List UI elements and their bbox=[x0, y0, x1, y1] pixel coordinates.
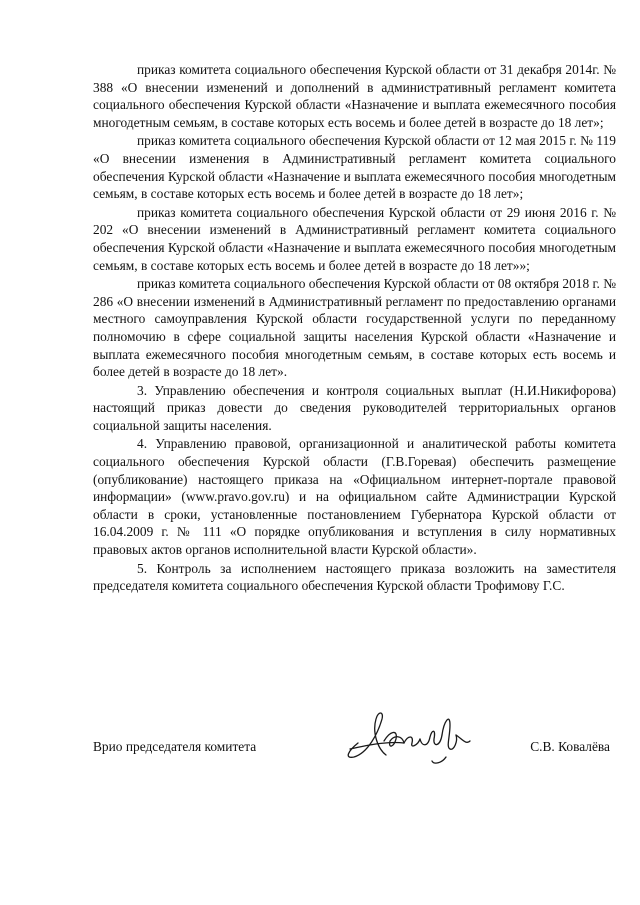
paragraph-item-5: 5. Контроль за исполнением настоящего приказа возложить на заместителя председателя комитета социального обеспечения Курской области Трофимову Г.С. bbox=[93, 560, 616, 594]
signature-block bbox=[93, 738, 616, 768]
paragraph-item-4: 4. Управлению правовой, организационной и аналитической работы комитета социального обеспечения Курской области (Г.В.Горевая) обеспечить размещение (опубликование) настоящего приказа на «Официальном интернет-портале правовой информации» (www.pravo.gov.ru) и на официальном сайте Администрации Курской области в сроки, установленные постановлением Губернатора Курской области от 16.04.2009 г. № 111 «О порядке опубликования и вступления в силу нормативных правовых актов органов исполнительной власти Курской области». bbox=[93, 436, 616, 558]
paragraph-order-2018: приказ комитета социального обеспечения Курской области от 08 октября 2018 г. № 286 «О внесении изменений в Административный регламент по предоставлению органами местного самоуправления Курской области государственной услуги по переданному полномочию в сфере социальной защиты населения Курской области «Назначение и выплата ежемесячного пособия многодетным семьям, в составе которых есть восемь и более детей в возрасте до 18 лет». bbox=[93, 276, 616, 380]
signer-role: Врио председателя комитета bbox=[93, 739, 257, 754]
paragraph-order-2014: приказ комитета социального обеспечения Курской области от 31 декабря 2014г. № 388 «О внесении изменений и дополнений в административный регламент комитета социального обеспечения Курской области «Назначение и выплата ежемесячного пособия многодетным семьям, в составе которых есть восемь и более детей в возрасте до 18 лет»; bbox=[93, 62, 616, 130]
paragraph-order-2016: приказ комитета социального обеспечения Курской области от 29 июня 2016 г. № 202 «О внесении изменений в Административный регламент комитета социального обеспечения Курской области «Назначение и выплата ежемесячного пособия многодетным семьям, в составе которых есть восемь и более детей в возрасте до 18 лет»»; bbox=[93, 204, 616, 273]
signer-name: С.В. Ковалёва bbox=[530, 739, 610, 754]
handwritten-signature bbox=[338, 705, 498, 767]
document-body bbox=[93, 61, 616, 595]
paragraph-item-3: 3. Управлению обеспечения и контроля социальных выплат (Н.И.Никифорова) настоящий приказ довести до сведения руководителей территориальных органов социальной защиты населения. bbox=[93, 382, 616, 433]
paragraph-order-2015: приказ комитета социального обеспечения Курской области от 12 мая 2015 г. № 119 «О внесении изменения в Административный регламент комитета социального обеспечения Курской области «Назначение и выплата ежемесячного пособия многодетным семьям, в составе которых есть восемь и более детей в возрасте до 18 лет»; bbox=[93, 133, 616, 202]
